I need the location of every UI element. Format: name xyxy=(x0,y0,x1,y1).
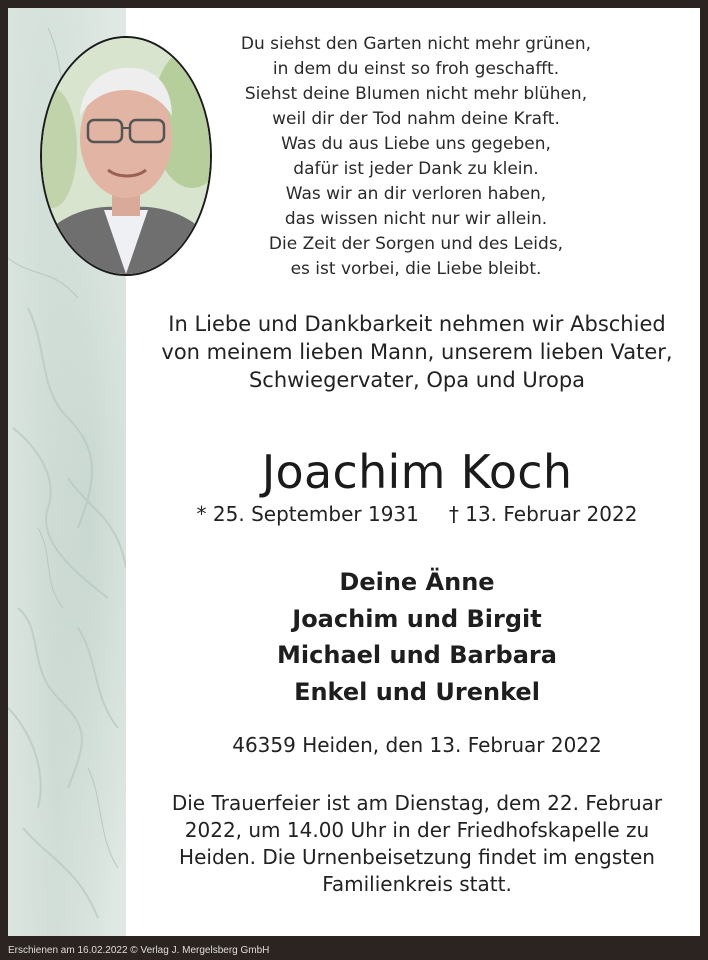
poem-line: Siehst deine Blumen nicht mehr blühen, xyxy=(244,84,588,104)
poem-line: dafür ist jeder Dank zu klein. xyxy=(293,159,539,179)
portrait-photo xyxy=(40,36,212,276)
obituary-notice xyxy=(8,8,700,936)
poem-line: in dem du einst so froh geschafft. xyxy=(272,59,560,79)
funeral-info xyxy=(142,790,692,898)
publication-footer: Erschienen am 16.02.2022 © Verlag J. Mergelsberg GmbH xyxy=(8,945,270,956)
funeral-line: 2022, um 14.00 Uhr in der Friedhofskapelle zu xyxy=(184,818,650,842)
funeral-line: Familienkreis statt. xyxy=(322,872,512,896)
farewell-text xyxy=(142,310,692,394)
poem-line: weil dir der Tod nahm deine Kraft. xyxy=(272,109,560,129)
poem xyxy=(198,32,634,282)
mourner: Deine Änne xyxy=(339,568,495,596)
deceased-name: Joachim Koch xyxy=(261,445,573,499)
poem-line: das wissen nicht nur wir allein. xyxy=(284,209,548,229)
life-dates xyxy=(142,501,692,527)
poem-line: Die Zeit der Sorgen und des Leids, xyxy=(268,234,564,254)
farewell-line: von meinem lieben Mann, unserem lieben Vater, xyxy=(161,340,673,364)
death-date: † 13. Februar 2022 xyxy=(448,502,638,526)
funeral-line: Heiden. Die Urnenbeisetzung findet im engsten xyxy=(179,845,655,869)
poem-line: Du siehst den Garten nicht mehr grünen, xyxy=(240,34,592,54)
poem-line: Was du aus Liebe uns gegeben, xyxy=(281,134,551,154)
funeral-line: Die Trauerfeier ist am Dienstag, dem 22. Februar xyxy=(171,791,663,815)
mourner: Michael und Barbara xyxy=(277,641,557,669)
poem-line: Was wir an dir verloren haben, xyxy=(285,184,547,204)
mourner: Enkel und Urenkel xyxy=(294,677,540,706)
farewell-line: In Liebe und Dankbarkeit nehmen wir Abschied xyxy=(168,312,666,336)
poem-line: es ist vorbei, die Liebe bleibt. xyxy=(290,259,542,279)
mourners-list xyxy=(142,564,692,710)
farewell-line: Schwiegervater, Opa und Uropa xyxy=(248,368,586,392)
portrait-image xyxy=(42,38,210,274)
place-and-date: 46359 Heiden, den 13. Februar 2022 xyxy=(232,733,602,757)
birth-date: * 25. September 1931 xyxy=(196,502,419,526)
mourner: Joachim und Birgit xyxy=(292,604,542,633)
